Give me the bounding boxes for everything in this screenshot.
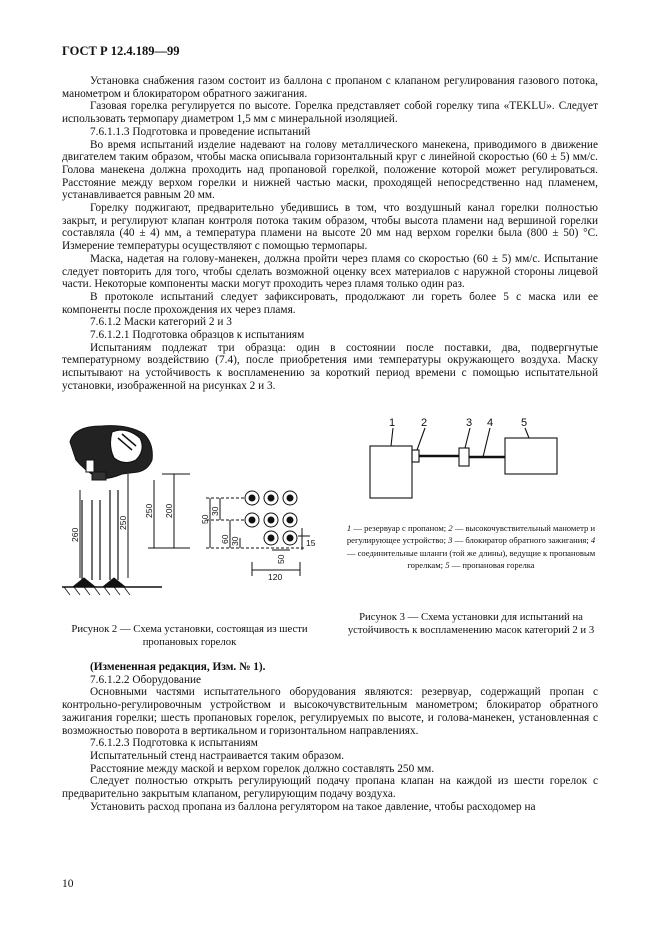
dim-label: 50	[200, 514, 210, 524]
section-heading: 7.6.1.2.3 Подготовка к испытаниям	[90, 737, 258, 750]
legend-text: — пропановая горелка	[449, 560, 535, 571]
legend-text: — блокиратор обратного зажигания;	[452, 535, 591, 546]
legend-text: — высокочувствительный манометр и регулирующее устройство;	[346, 523, 596, 546]
amendment-note: (Измененная редакция, Изм. № 1).	[90, 661, 266, 673]
section-heading: 7.6.1.2.2 Оборудование	[90, 673, 202, 686]
dim-label: 120	[268, 572, 283, 582]
figure-3-label: 4	[487, 417, 494, 429]
figure-3-label: 1	[389, 417, 396, 429]
paragraph: Установить расход пропана из баллона регулятором на такое давление, чтобы расходомер на	[90, 800, 536, 813]
legend-number: 5	[445, 560, 450, 571]
dim-label: 30	[230, 536, 240, 546]
figure-3-legend	[345, 522, 597, 572]
document-header: ГОСТ Р 12.4.189—99	[62, 44, 180, 58]
legend-text: — соединительные шланги (той же длины), ведущие к пропановым горелкам;	[346, 547, 596, 571]
paragraph: Газовая горелка регулируется по высоте. Горелка представляет собой горелку типа «TEKLU». Следует использовать термопару диаметром 1,5 мм с минеральной изоляцией.	[62, 100, 598, 126]
legend-number: 3	[448, 535, 453, 546]
dim-label: 50	[276, 554, 286, 564]
dim-label: 250	[118, 515, 128, 530]
paragraph: Маска, надетая на голову-манекен, должна пройти через пламя со скоростью (60 ± 5) мм/с. Испытание следует повторить для того, чтобы сделать возможной оценку всех материалов с наружной стороны лицевой части. Некоторые компоненты маски могут проходить через пламя только один раз.	[62, 252, 598, 291]
figure-3-diagram	[345, 408, 597, 503]
dim-label: 15	[306, 538, 316, 548]
text-block-lower	[62, 661, 598, 813]
dim-label: 60	[220, 534, 230, 544]
legend-text: — резервуар с пропаном;	[351, 523, 449, 533]
legend-number: 2	[448, 523, 453, 533]
paragraph: Испытаниям подлежат три образца: один в состоянии после поставки, два, подвергнутые температурному воздействию (7.4), после приобретения ими температуры окружающего воздуха. Маску испытывают на устойчивость к воспламенению за короткий период времени с помощью испытательной установки, изображенной на рисунках 2 и 3.	[62, 341, 598, 392]
paragraph: Установка снабжения газом состоит из баллона с пропаном с клапаном регулирования газового потока, манометром и блокиратором обратного зажигания.	[62, 75, 598, 100]
paragraph: В протоколе испытаний следует зафиксировать, продолжают ли гореть более 5 с маска или ее компоненты после прохождения их через пламя.	[62, 290, 598, 316]
dim-label: 250	[144, 503, 154, 518]
paragraph: Следует полностью открыть регулирующий подачу пропана клапан на каждой из шести горелок с предварительно закрытым клапаном, регулирующим подачу воздуха.	[62, 775, 598, 801]
paragraph: Расстояние между маской и верхом горелок должно составлять 250 мм.	[90, 762, 435, 775]
figure-2-diagram	[62, 420, 317, 605]
dim-label: 30	[210, 506, 220, 516]
text-block-upper	[62, 75, 598, 393]
figure-3-caption: Рисунок 3 — Схема установки для испытаний на устойчивость к воспламенению масок категорий 2 и 3	[347, 611, 595, 636]
paragraph: Испытательный стенд настраивается таким образом.	[90, 749, 345, 762]
section-heading: 7.6.1.1.3 Подготовка и проведение испытаний	[90, 125, 311, 138]
figure-3-label: 2	[421, 417, 428, 429]
figure-3-label: 3	[466, 417, 473, 429]
figure-3-label: 5	[521, 417, 528, 429]
paragraph: Горелку поджигают, предварительно убедившись в том, что воздушный канал горелки полностью закрыт, и регулируют клапан контроля потока таким образом, чтобы высота пламени над вершиной горелки составляла (40 ± 4) мм, а температура пламени на высоте 20 мм над верхом горелки была (800 ± 50) °С. Измерение температуры осуществляют с помощью термопары.	[62, 202, 598, 253]
paragraph: Во время испытаний изделие надевают на голову металлического манекена, приводимого в движение двигателем таким образом, чтобы маска описывала горизонтальный круг с линейной скоростью (60 ± 5) мм/с. Голова манекена должна проходить над пропановой горелкой, положение которой может регулироваться. Расстояние между верхом горелки и нижней частью маски, проходящей непосредственно над пламенем, устанавливается равным 20 мм.	[62, 138, 598, 202]
section-heading: 7.6.1.2 Маски категорий 2 и 3	[90, 316, 232, 329]
dim-label: 200	[164, 503, 174, 518]
paragraph: Основными частями испытательного оборудования являются: резервуар, содержащий пропан с контрольно-регулировочным устройством и высокочувствительным манометром; блокиратор обратного зажигания горелки; шесть пропановых горелок, регулируемых по высоте, и голова-манекен, установленная с возможностью поворота в вертикальном и горизонтальном направлениях.	[62, 686, 598, 737]
figure-2-caption: Рисунок 2 — Схема установки, состоящая из шести пропановых горелок	[71, 623, 308, 648]
dim-label: 260	[70, 527, 80, 542]
page-number: 10	[62, 878, 74, 890]
section-heading: 7.6.1.2.1 Подготовка образцов к испытаниям	[90, 329, 305, 342]
legend-number: 4	[590, 535, 596, 546]
legend-number: 1	[346, 523, 352, 533]
